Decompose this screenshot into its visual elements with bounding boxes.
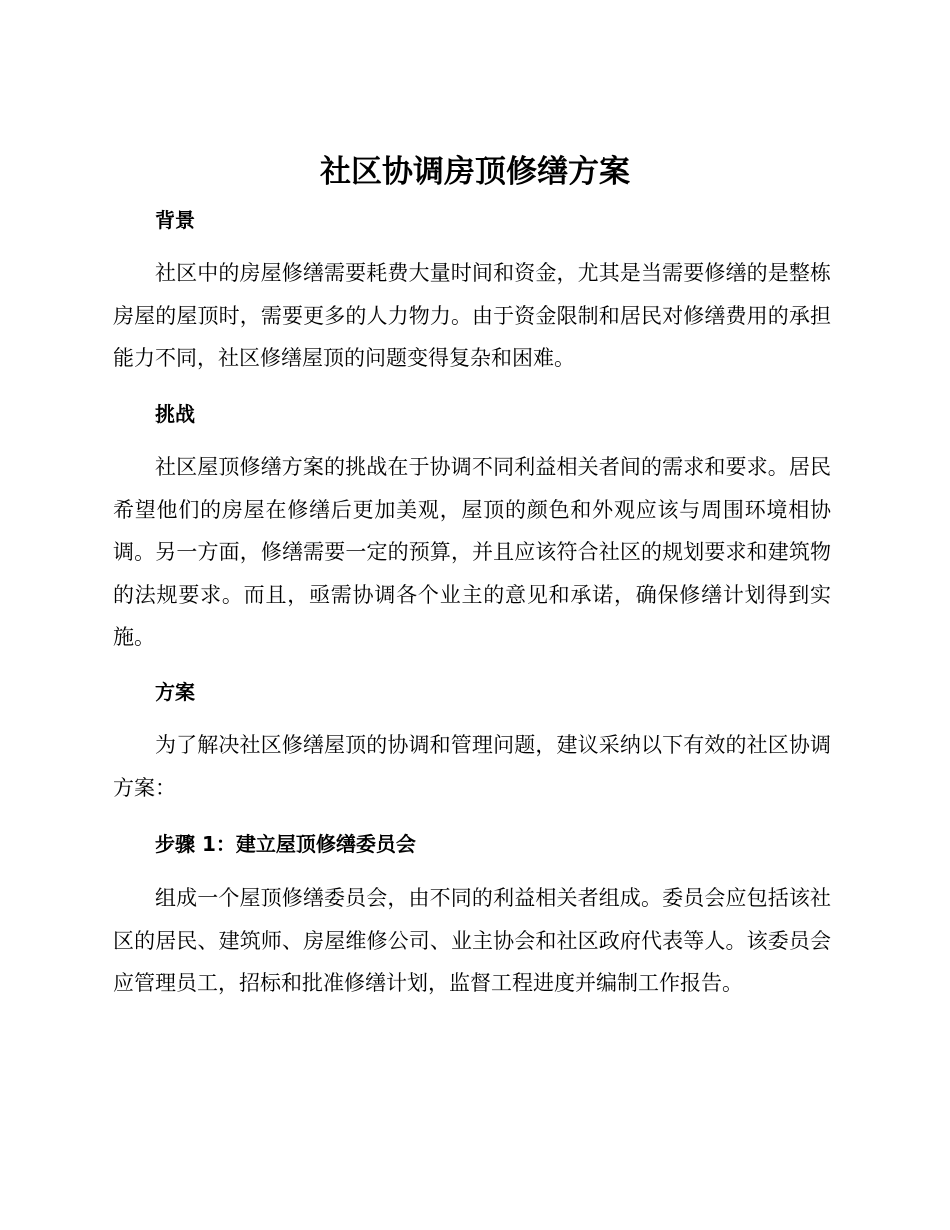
section-heading-plan: 方案 [155,680,195,704]
section-heading-challenge: 挑战 [155,402,195,426]
section-paragraph-background: 社区中的房屋修缮需要耗费大量时间和资金，尤其是当需要修缮的是整栋房屋的屋顶时，需要更多的人力物力。由于资金限制和居民对修缮费用的承担能力不同，社区修缮屋顶的问题变得复杂和困难。 [113,261,831,370]
section-paragraph-plan: 为了解决社区修缮屋顶的协调和管理问题，建议采纳以下有效的社区协调方案： [113,733,831,800]
section-paragraph-step-1: 组成一个屋顶修缮委员会，由不同的利益相关者组成。委员会应包括该社区的居民、建筑师、房屋维修公司、业主协会和社区政府代表等人。该委员会应管理员工，招标和批准修缮计划，监督工程进度并编制工作报告。 [113,886,831,995]
section-heading-background: 背景 [155,208,195,232]
document-title: 社区协调房顶修缮方案 [320,154,630,190]
section-heading-step-1: 步骤 1：建立屋顶修缮委员会 [155,832,416,856]
section-paragraph-challenge: 社区屋顶修缮方案的挑战在于协调不同利益相关者间的需求和要求。居民希望他们的房屋在修缮后更加美观，屋顶的颜色和外观应该与周围环境相协调。另一方面，修缮需要一定的预算，并且应该符合社区的规划要求和建筑物的法规要求。而且，亟需协调各个业主的意见和承诺，确保修缮计划得到实施。 [113,455,831,649]
